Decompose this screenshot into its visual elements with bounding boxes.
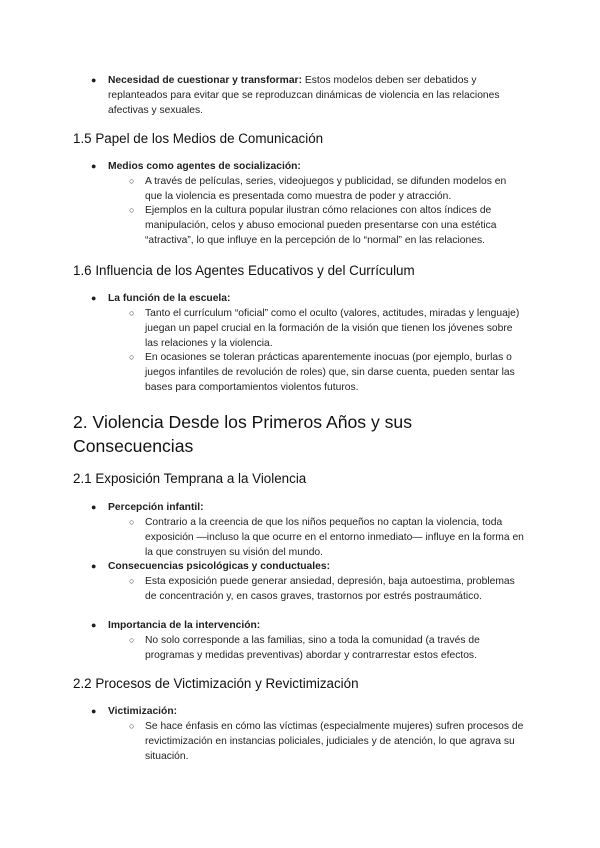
bullet-label: Consecuencias psicológicas y conductuales: — [108, 561, 331, 572]
list-item — [91, 73, 528, 118]
sub-list-item — [129, 574, 525, 604]
sub-item-text: Esta exposición puede generar ansiedad, depresión, baja autoestima, problemas de concentración y, en casos graves, trastornos por estrés postraumático. — [145, 576, 515, 602]
circle-bullet-icon: ○ — [129, 721, 135, 731]
bullet-label: Importancia de la intervención: — [108, 620, 261, 631]
bullet-label: Necesidad de cuestionar y transformar: — [108, 75, 302, 86]
bullet-label: Medios como agentes de socialización: — [108, 161, 301, 172]
list-item — [91, 559, 528, 574]
list-item — [91, 704, 528, 719]
sub-list-item — [129, 633, 525, 663]
circle-bullet-icon: ○ — [129, 308, 135, 318]
bullet-label: Victimización: — [108, 706, 178, 717]
list-item — [91, 159, 528, 174]
sub-list-item — [129, 719, 525, 764]
sub-list-item — [129, 174, 525, 204]
sub-list-item — [129, 203, 525, 248]
section-heading-1-6: 1.6 Influencia de los Agentes Educativos y del Currículum — [73, 263, 415, 278]
circle-bullet-icon: ○ — [129, 517, 135, 527]
sub-item-text: Se hace énfasis en cómo las víctimas (especialmente mujeres) sufren procesos de revictimización en instancias policiales, judiciales y de atención, lo que agrava su situación. — [145, 721, 524, 762]
bullet-text: Estos modelos deben ser debatidos y replanteados para evitar que se reproduzcan dinámicas de violencia en las relaciones afectivas y sexuales. — [108, 75, 500, 116]
bullet-icon: ● — [91, 706, 97, 716]
sub-item-text: Contrario a la creencia de que los niños pequeños no captan la violencia, toda exposición —incluso la que ocurre en el entorno inmediato— influye en la forma en la que construyen su visión del mundo. — [145, 517, 524, 558]
bullet-icon: ● — [91, 561, 97, 571]
bullet-icon: ● — [91, 502, 97, 512]
circle-bullet-icon: ○ — [129, 635, 135, 645]
circle-bullet-icon: ○ — [129, 176, 135, 186]
chapter-heading-2: 2. Violencia Desde los Primeros Años y sus Consecuencias — [73, 412, 413, 456]
circle-bullet-icon: ○ — [129, 352, 135, 362]
sub-list-item — [129, 306, 525, 351]
list-item — [91, 500, 528, 515]
bullet-icon: ● — [91, 161, 97, 171]
sub-item-text: En ocasiones se toleran prácticas aparentemente inocuas (por ejemplo, burlas o juegos infantiles de revolución de roles) que, sin darse cuenta, pueden sentar las bases para comportamientos violentos futuros. — [145, 352, 515, 393]
bullet-icon: ● — [91, 75, 97, 85]
section-heading-2-2: 2.2 Procesos de Victimización y Revictimización — [73, 676, 359, 691]
sub-item-text: Tanto el currículum “oficial” como el oculto (valores, actitudes, miradas y lenguaje) juegan un papel crucial en la formación de la visión que tienen los jóvenes sobre las relaciones y la violencia. — [145, 308, 520, 349]
bullet-label: La función de la escuela: — [108, 293, 231, 304]
circle-bullet-icon: ○ — [129, 576, 135, 586]
circle-bullet-icon: ○ — [129, 205, 135, 215]
sub-list-item — [129, 350, 525, 395]
bullet-icon: ● — [91, 620, 97, 630]
sub-item-text: No solo corresponde a las familias, sino a toda la comunidad (a través de programas y medidas preventivas) abordar y contrarrestar estos efectos. — [145, 635, 480, 661]
bullet-label: Percepción infantil: — [108, 502, 204, 513]
bullet-icon: ● — [91, 293, 97, 303]
sub-item-text: Ejemplos en la cultura popular ilustran cómo relaciones con altos índices de manipulación, celos y abuso emocional pueden presentarse con una estética “atractiva”, lo que influye en la percepción de lo “normal” en las relaciones. — [145, 205, 497, 246]
list-item — [91, 618, 528, 633]
list-item — [91, 291, 528, 306]
section-heading-1-5: 1.5 Papel de los Medios de Comunicación — [73, 131, 324, 146]
sub-item-text: A través de películas, series, videojuegos y publicidad, se difunden modelos en que la violencia es presentada como muestra de poder y atracción. — [145, 176, 507, 202]
section-heading-2-1: 2.1 Exposición Temprana a la Violencia — [73, 471, 307, 486]
sub-list-item — [129, 515, 525, 560]
